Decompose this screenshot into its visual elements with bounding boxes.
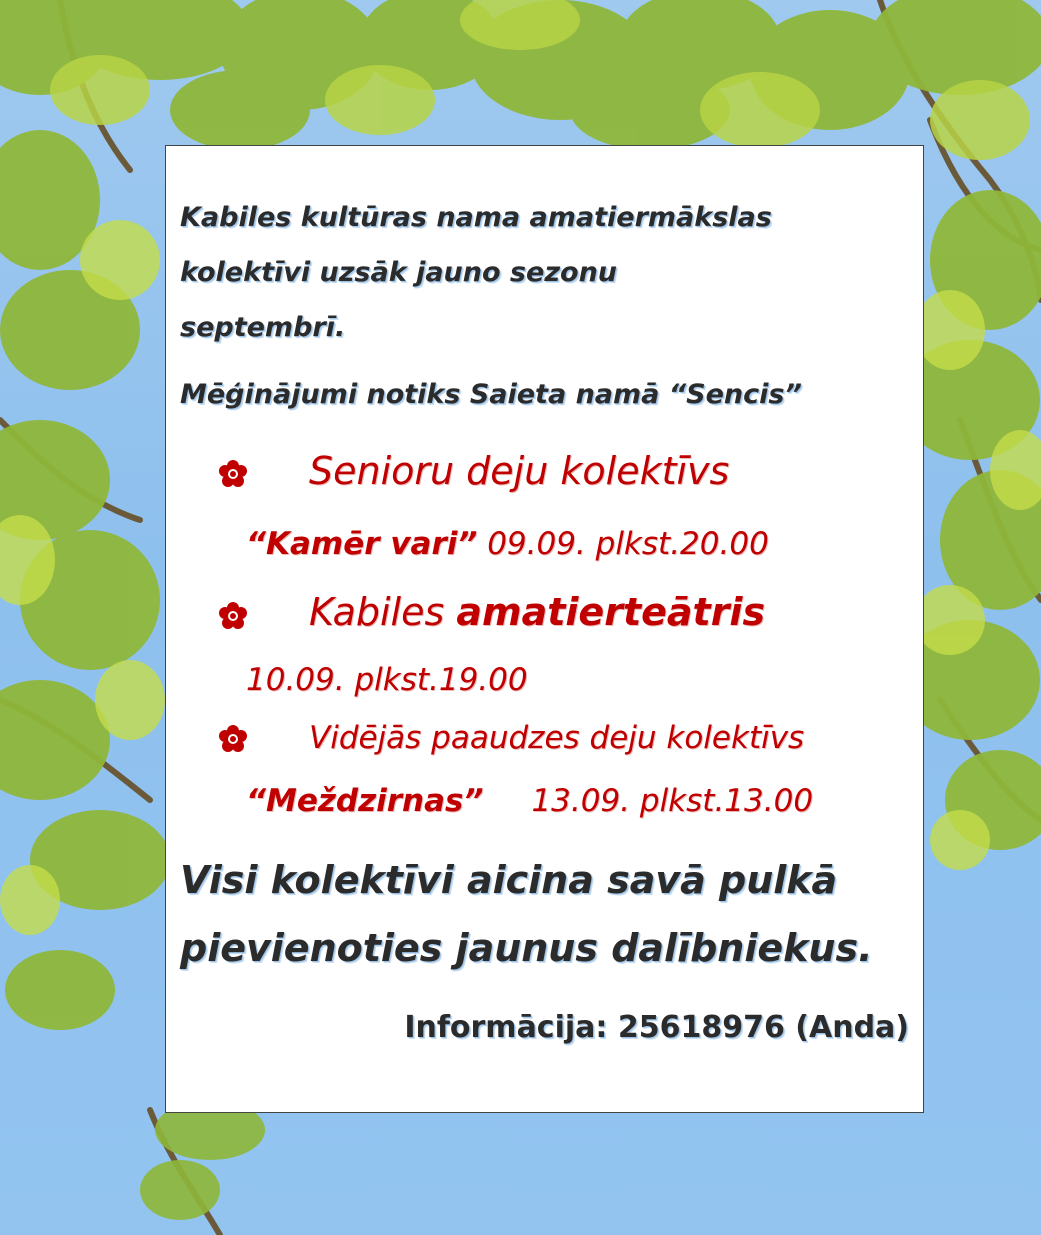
announcement-card: [165, 145, 924, 1113]
group-2-title-bold: amatierteātris: [456, 590, 766, 634]
group-2-title-prefix: Kabiles: [309, 590, 445, 634]
flower-icon: [218, 601, 248, 631]
flower-icon: [218, 724, 248, 754]
intro-line-3: septembrī.: [180, 312, 346, 343]
group-2-title: [309, 590, 765, 634]
rehearsal-location: Mēģinājumi notiks Saieta namā “Sencis”: [180, 379, 802, 410]
group-2-schedule: 10.09. plkst.19.00: [246, 662, 528, 698]
group-3-schedule: 13.09. plkst.13.00: [531, 783, 814, 819]
group-3-title: Vidējās paaudzes deju kolektīvs: [309, 720, 805, 756]
contact-info: Informācija: 25618976 (Anda): [404, 1010, 909, 1045]
group-3-name: “Meždzirnas”: [246, 783, 484, 819]
group-1-schedule-line: [246, 526, 769, 562]
group-1-name: “Kamēr vari”: [246, 526, 478, 562]
flower-icon: [218, 459, 248, 489]
closing-line-1: Visi kolektīvi aicina savā pulkā: [180, 858, 838, 902]
intro-line-1: Kabiles kultūras nama amatiermākslas: [180, 202, 772, 233]
closing-line-2: pievienoties jaunus dalībniekus.: [180, 926, 873, 970]
intro-line-2: kolektīvi uzsāk jauno sezonu: [180, 257, 618, 288]
group-1-title: Senioru deju kolektīvs: [309, 449, 730, 493]
group-1-schedule: 09.09. plkst.20.00: [487, 526, 769, 562]
group-3-schedule-line: [246, 783, 813, 819]
